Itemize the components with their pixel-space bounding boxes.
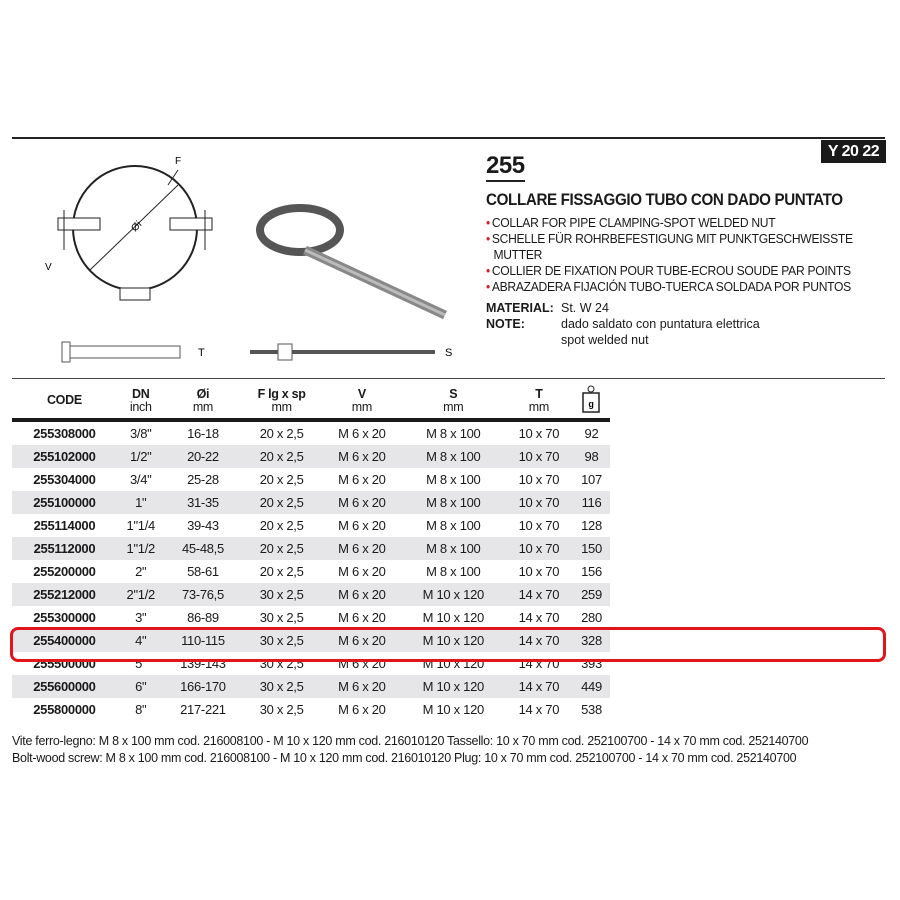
highlight-box [10, 627, 886, 662]
clamp-photo [245, 190, 455, 330]
table-row [12, 537, 610, 560]
table-cell: M 8 x 100 [426, 472, 481, 487]
note-line: spot welded nut [561, 333, 649, 347]
table-cell: M 6 x 20 [338, 702, 386, 717]
table-cell: M 10 x 120 [422, 656, 484, 671]
table-cell: 255100000 [12, 491, 117, 514]
table-cell: 255212000 [12, 583, 117, 606]
table-row [12, 491, 610, 514]
bullet-es: • ABRAZADERA FIJACIÓN TUBO-TUERCA SOLDADA POR PUNTOS [486, 279, 853, 295]
table-cell: M 6 x 20 [338, 656, 386, 671]
table-row [12, 420, 610, 445]
table-cell: 30 x 2,5 [259, 656, 304, 671]
table-cell: 280 [581, 610, 602, 625]
table-row [12, 445, 610, 468]
table-cell: 92 [584, 426, 599, 441]
f-label: F [175, 156, 182, 167]
table-cell: M 8 x 100 [426, 564, 481, 579]
t-label: T [198, 347, 205, 359]
table-cell: M 8 x 100 [402, 537, 505, 560]
table-cell: 1" [117, 491, 165, 514]
table-cell: 20 x 2,5 [241, 491, 322, 514]
table-cell: 156 [581, 564, 602, 579]
table-cell: 10 x 70 [505, 491, 573, 514]
table-cell: 3/8" [129, 426, 152, 441]
table-cell: 166-170 [165, 675, 242, 698]
table-cell: 1"1/4 [126, 518, 155, 533]
column-header: T mm [505, 383, 573, 420]
table-cell: 107 [581, 472, 602, 487]
table-cell: 14 x 70 [505, 583, 573, 606]
top-divider [12, 137, 885, 139]
table-cell: 538 [581, 702, 602, 717]
bullet-de-cont: MUTTER [493, 247, 543, 262]
table-cell: 6" [117, 675, 165, 698]
table-cell: 255300000 [33, 610, 96, 625]
table-cell: 58-61 [187, 564, 219, 579]
column-header: Øi mm [165, 383, 242, 420]
table-cell: 20 x 2,5 [259, 472, 304, 487]
table-cell: M 8 x 100 [402, 445, 505, 468]
column-header: S mm [402, 383, 505, 420]
table-cell: 30 x 2,5 [241, 629, 322, 652]
table-cell: 255308000 [33, 426, 96, 441]
note-line: dado saldato con puntatura elettrica [561, 317, 760, 331]
table-cell: 14 x 70 [518, 702, 560, 717]
table-cell: 14 x 70 [505, 629, 573, 652]
table-divider [12, 378, 885, 379]
table-cell: 1/2" [117, 445, 165, 468]
column-header: DN inch [117, 383, 165, 420]
table-row [12, 675, 610, 698]
table-row [12, 560, 610, 583]
bullet-de: • SCHELLE FÜR ROHRBEFESTIGUNG MIT PUNKTGESCHWEISSTE [486, 231, 853, 247]
table-cell: 20 x 2,5 [241, 537, 322, 560]
table-cell: 20 x 2,5 [259, 426, 304, 441]
table-cell: 73-76,5 [165, 583, 242, 606]
table-cell: 14 x 70 [518, 610, 560, 625]
screw-plug-drawing [50, 338, 470, 368]
bullet-en: • COLLAR FOR PIPE CLAMPING-SPOT WELDED NUT [486, 215, 853, 231]
table-cell: 20 x 2,5 [241, 445, 322, 468]
weight-icon [580, 384, 602, 414]
table-cell: 150 [573, 537, 610, 560]
footer-it: Vite ferro-legno: M 8 x 100 mm cod. 216008100 - M 10 x 120 mm cod. 216010120 Tassello: 10 x 70 mm cod. 252100700 - 14 x 70 mm cod. 252140700 [12, 734, 809, 748]
table-cell: M 10 x 120 [402, 583, 505, 606]
table-cell: M 6 x 20 [338, 426, 386, 441]
table-cell: M 6 x 20 [322, 629, 402, 652]
table-cell: M 6 x 20 [322, 583, 402, 606]
table-cell: 2" [135, 564, 147, 579]
table-cell: 255500000 [33, 656, 96, 671]
s-label: S [445, 347, 453, 359]
table-cell: 14 x 70 [505, 675, 573, 698]
table-cell: 10 x 70 [505, 537, 573, 560]
table-cell: 3" [135, 610, 147, 625]
table-cell: 25-28 [187, 472, 219, 487]
table-cell: 20 x 2,5 [259, 518, 304, 533]
table-row [12, 468, 610, 491]
table-cell: 259 [573, 583, 610, 606]
table-cell: 45-48,5 [165, 537, 242, 560]
table-cell: M 8 x 100 [426, 426, 481, 441]
table-cell: M 6 x 20 [322, 491, 402, 514]
table-cell: 1"1/2 [117, 537, 165, 560]
table-cell: 217-221 [180, 702, 226, 717]
table-cell: 139-143 [180, 656, 226, 671]
table-cell: 31-35 [165, 491, 242, 514]
table-cell: 10 x 70 [518, 426, 560, 441]
table-cell: 30 x 2,5 [259, 702, 304, 717]
table-cell: 116 [573, 491, 610, 514]
column-header: F lg x sp mm [241, 383, 322, 420]
table-cell: M 8 x 100 [402, 491, 505, 514]
table-cell: M 10 x 120 [422, 610, 484, 625]
table-cell: 10 x 70 [518, 564, 560, 579]
table-cell: 10 x 70 [518, 472, 560, 487]
table-cell: 10 x 70 [518, 518, 560, 533]
table-cell: M 6 x 20 [322, 537, 402, 560]
table-cell: 449 [573, 675, 610, 698]
footer-en: Bolt-wood screw: M 8 x 100 mm cod. 216008100 - M 10 x 120 mm cod. 216010120 Plug: 10 x 70 mm cod. 252100700 - 14 x 70 mm cod. 252140700 [12, 751, 797, 765]
product-title: COLLARE FISSAGGIO TUBO CON DADO PUNTATO [486, 191, 843, 209]
bullet-fr: • COLLIER DE FIXATION POUR TUBE-ECROU SOUDE PAR POINTS [486, 263, 853, 279]
v-label: V [45, 262, 52, 273]
table-cell: M 10 x 120 [422, 702, 484, 717]
table-cell: 4" [117, 629, 165, 652]
table-cell: 10 x 70 [505, 445, 573, 468]
table-cell: 255400000 [12, 629, 117, 652]
clamp-drawing [40, 150, 240, 310]
table-cell: 255102000 [12, 445, 117, 468]
table-row [12, 583, 610, 606]
table-cell: M 8 x 100 [426, 518, 481, 533]
table-cell: M 6 x 20 [338, 518, 386, 533]
table-cell: M 6 x 20 [338, 564, 386, 579]
table-cell: 20 x 2,5 [259, 564, 304, 579]
table-cell: 2"1/2 [117, 583, 165, 606]
table-cell: M 6 x 20 [338, 472, 386, 487]
table-cell: M 6 x 20 [322, 445, 402, 468]
table-cell: 128 [581, 518, 602, 533]
table-cell: 8" [135, 702, 147, 717]
table-cell: 255200000 [33, 564, 96, 579]
table-cell: M 10 x 120 [402, 629, 505, 652]
product-number: 255 [486, 153, 525, 182]
table-row [12, 606, 610, 629]
column-header: CODE [12, 383, 117, 420]
table-cell: 16-18 [187, 426, 219, 441]
table-cell: 30 x 2,5 [259, 610, 304, 625]
table-cell: 86-89 [187, 610, 219, 625]
table-cell: 328 [573, 629, 610, 652]
table-cell: 30 x 2,5 [241, 583, 322, 606]
table-cell: 255112000 [12, 537, 117, 560]
table-cell: 39-43 [187, 518, 219, 533]
table-cell: M 6 x 20 [322, 675, 402, 698]
table-cell: 255800000 [33, 702, 96, 717]
table-cell: 255600000 [12, 675, 117, 698]
material-label: MATERIAL: [486, 301, 554, 315]
column-header [573, 383, 610, 420]
table-cell: 98 [573, 445, 610, 468]
svg-text:g: g [588, 399, 595, 409]
table-cell: M 10 x 120 [402, 675, 505, 698]
material-notes [486, 300, 760, 348]
translations-list [486, 215, 853, 295]
table-cell: 14 x 70 [518, 656, 560, 671]
table-row [12, 698, 610, 721]
table-cell: 30 x 2,5 [241, 675, 322, 698]
column-header: V mm [322, 383, 402, 420]
table-cell: 255114000 [33, 518, 96, 533]
table-cell: 255304000 [33, 472, 96, 487]
material-value: St. W 24 [561, 301, 609, 315]
table-cell: 20-22 [165, 445, 242, 468]
table-cell: 110-115 [165, 629, 242, 652]
table-cell: 393 [581, 656, 602, 671]
table-cell: M 6 x 20 [338, 610, 386, 625]
note-label: NOTE: [486, 317, 525, 331]
table-cell: 3/4" [129, 472, 152, 487]
table-row [12, 514, 610, 537]
diameter-label: Øi [129, 219, 145, 235]
product-table [12, 383, 610, 721]
year-badge: Y 20 22 [821, 140, 886, 163]
table-cell: 5" [135, 656, 147, 671]
